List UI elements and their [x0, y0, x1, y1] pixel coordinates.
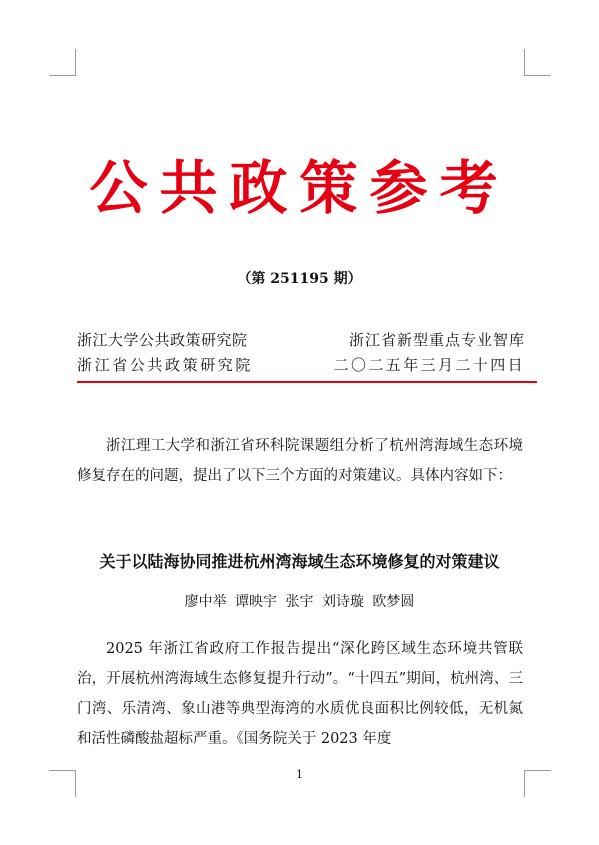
article-authors: 廖中举 谭映宇 张宇 刘诗璇 欧梦圆	[184, 594, 415, 610]
publication-date: 二〇二五年三月二十四日	[333, 356, 525, 374]
masthead-title: 公共政策参考	[89, 154, 510, 222]
publisher-left-1: 浙江大学公共政策研究院	[77, 331, 248, 349]
header-divider	[77, 381, 537, 383]
crop-mark-top-left	[49, 49, 76, 76]
article-title: 关于以陆海协同推进杭州湾海域生态环境修复的对策建议	[99, 552, 500, 571]
issue-number: （第 251195 期）	[237, 271, 362, 287]
body-paragraph: 2025 年浙江省政府工作报告提出“深化跨区域生态环境共管联治，开展杭州湾海域生态修复提升行动”。“十四五”期间，杭州湾、三门湾、乐清湾、象山港等典型海湾的水质优良面积比例较低，无机氮和活性磷酸盐超标严重。《国务院关于 2023 年度	[77, 641, 523, 747]
intro-paragraph: 浙江理工大学和浙江省环科院课题组分析了杭州湾海域生态环境修复存在的问题，提出了以下三个方面的对策建议。具体内容如下：	[77, 438, 523, 484]
publisher-row-2	[77, 353, 525, 378]
crop-mark-top-right	[524, 49, 551, 76]
publisher-left-2: 浙江省公共政策研究院	[77, 356, 254, 374]
publisher-block	[77, 328, 525, 378]
publisher-right-1: 浙江省新型重点专业智库	[348, 331, 525, 349]
page-number: 1	[296, 768, 303, 781]
publisher-row-1	[77, 328, 525, 353]
